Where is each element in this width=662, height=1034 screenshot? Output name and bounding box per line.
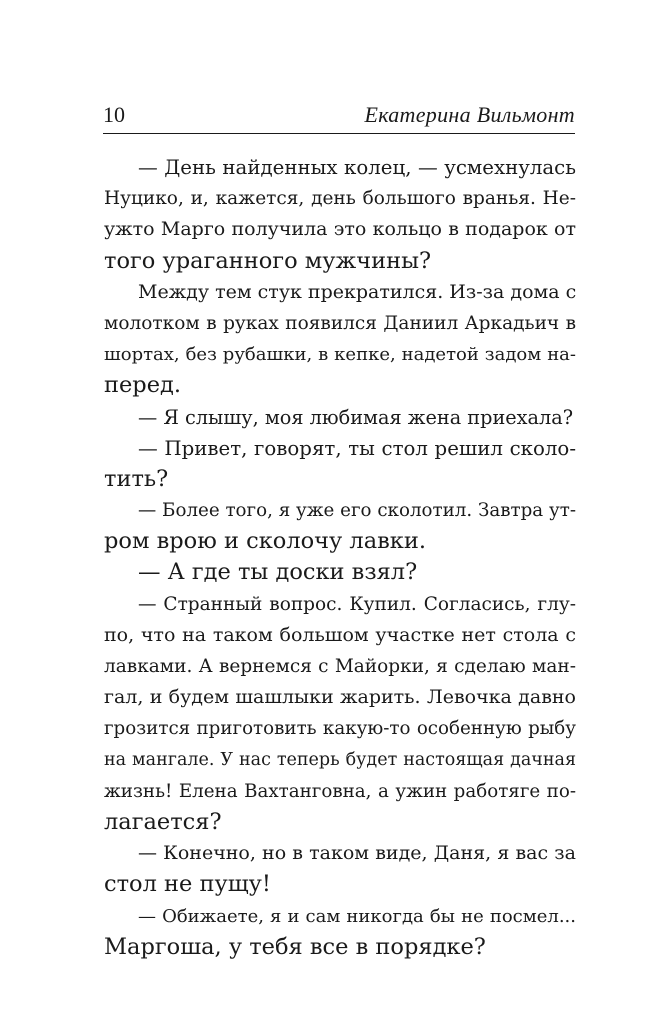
text-line: — Привет, говорят, ты стол решил сколо- bbox=[138, 436, 576, 460]
body-text bbox=[104, 152, 576, 963]
text-line: ром врою и сколочу лавки. bbox=[104, 528, 427, 555]
running-header bbox=[103, 100, 575, 130]
page-number: 10 bbox=[103, 102, 125, 127]
text-line: по, что на таком большом участке нет стола с bbox=[104, 623, 576, 646]
text-line: молотком в руках появился Даниил Аркадьич в bbox=[104, 312, 576, 334]
text-line: жизнь! Елена Вахтанговна, а ужин работяге по- bbox=[104, 780, 576, 802]
text-line: — Я слышу, моя любимая жена приехала? bbox=[138, 405, 574, 429]
text-line: перед. bbox=[104, 372, 182, 399]
text-line: стол не пущу! bbox=[104, 871, 271, 898]
text-line: — День найденных колец, — усмехнулась bbox=[138, 156, 576, 179]
text-line: Между тем стук прекратился. Из-за дома с bbox=[138, 280, 576, 303]
text-line: Нуцико, и, кажется, день большого вранья. Не- bbox=[104, 188, 576, 210]
text-line: грозится приготовить какую-то особенную рыбу bbox=[104, 718, 576, 740]
text-line: ужто Марго получила это кольцо в подарок от bbox=[104, 218, 576, 241]
running-header-author: Екатерина Вильмонт bbox=[364, 102, 575, 127]
text-line: тить? bbox=[104, 465, 169, 492]
text-line: — Обижаете, я и сам никогда бы не посмел... bbox=[138, 905, 576, 927]
text-line: того ураганного мужчины? bbox=[104, 247, 432, 274]
text-line: на мангале. У нас теперь будет настоящая дачная bbox=[104, 749, 576, 770]
text-line: гал, и будем шашлыки жарить. Левочка давно bbox=[104, 686, 576, 709]
text-line: лавками. А вернемся с Майорки, я сделаю ман- bbox=[104, 656, 576, 677]
text-line: Маргоша, у тебя все в порядке? bbox=[104, 933, 486, 960]
text-line: — А где ты доски взял? bbox=[138, 559, 418, 586]
text-line: шортах, без рубашки, в кепке, надетой задом на- bbox=[104, 344, 576, 366]
header-rule bbox=[103, 133, 575, 134]
text-line: — Странный вопрос. Купил. Согласись, глу- bbox=[138, 593, 576, 615]
text-line: — Более того, я уже его сколотил. Завтра ут- bbox=[138, 500, 576, 522]
text-line: — Конечно, но в таком виде, Даня, я вас за bbox=[138, 842, 576, 865]
text-line: лагается? bbox=[104, 808, 222, 835]
